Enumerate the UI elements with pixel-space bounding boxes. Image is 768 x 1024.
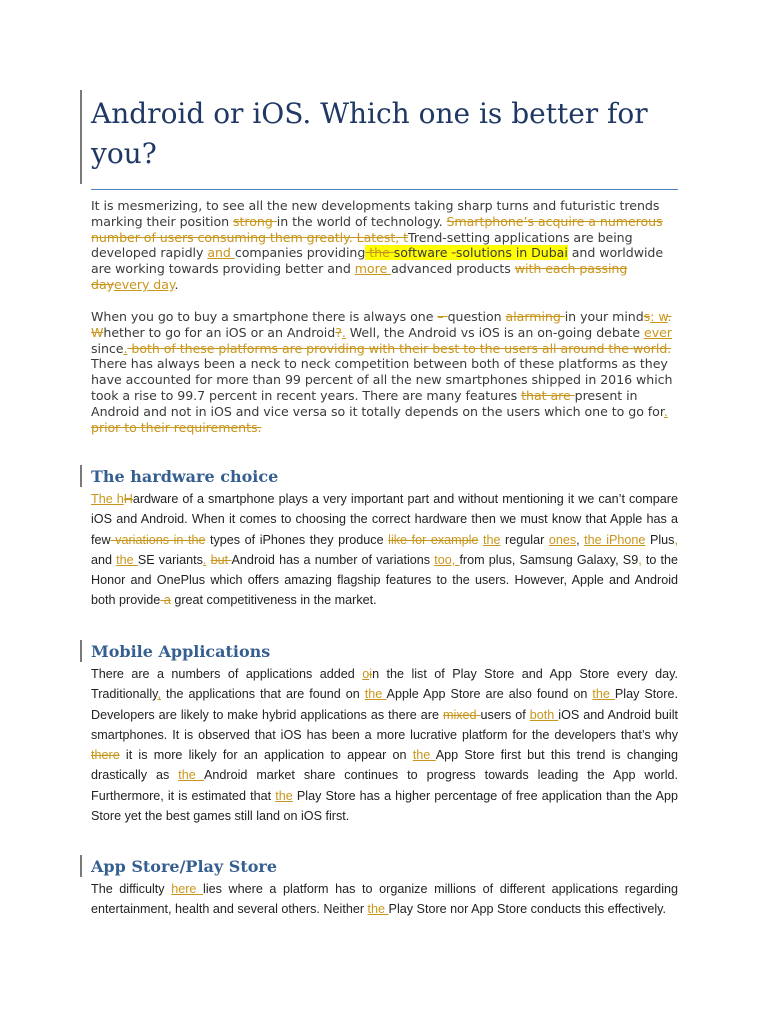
text-run: rend-setting applications are being developed rapidly (91, 229, 633, 261)
section-heading-app-store: App Store/Play Store (91, 857, 277, 876)
inserted-text: too, (434, 552, 460, 567)
deleted-text: ? (335, 324, 342, 340)
text-run: companies providing (234, 245, 366, 261)
deleted-text: . W (91, 309, 672, 340)
text-run: advanced products (391, 261, 515, 277)
title-underline-rule (91, 189, 678, 190)
deleted-text: prior to their requirements. (91, 419, 262, 435)
text-run: from plus, Samsung Galaxy, S9 (459, 552, 639, 567)
text-run: in your mind (564, 309, 644, 324)
inserted-text: . (663, 403, 668, 419)
deleted-text: Smartphone’s acquire a numerous number of users consuming them greatly. Latest, t (91, 213, 663, 245)
section-margin-bar (80, 465, 82, 487)
text-run: since (91, 340, 124, 356)
deleted-text: alarming (505, 309, 565, 324)
text-run: ardware of a smartphone plays a very important part and without mentioning it we can’t compare iOS and Android. When it comes to choosing the correct hardware then we must know that Apple has a few (91, 492, 678, 547)
deleted-text: both of these platforms are providing with their best to the users all around the world. (127, 340, 672, 356)
text-run: present in Android and not in iOS and vice versa so it totally depends on the users which one to go for (91, 387, 664, 419)
inserted-text: . (341, 324, 346, 340)
inserted-text: more (354, 261, 392, 277)
text-run: It is mesmerizing, to see all the new developments taking sharp turns and futuristic trends marking their position (91, 198, 660, 229)
text-run: and (91, 552, 117, 567)
text-run: it is more likely for an application to appear on (119, 748, 413, 763)
inserted-text: The h (91, 492, 124, 506)
inserted-text: , (674, 532, 678, 547)
deleted-text: variations in the (110, 532, 206, 547)
text-run: Plus (645, 532, 675, 547)
section-margin-bar (80, 855, 82, 877)
inserted-text: o (362, 667, 370, 681)
inserted-text: the (364, 687, 387, 702)
deleted-text: but (210, 552, 232, 567)
inserted-text: ever (644, 324, 672, 340)
section-heading-hardware: The hardware choice (91, 467, 279, 486)
section-heading-mobile-applications: Mobile Applications (91, 642, 271, 661)
inserted-text: both (529, 707, 559, 722)
text-run: . (174, 276, 179, 292)
inserted-text: and (207, 245, 235, 261)
inserted-text: the (178, 768, 205, 783)
inserted-text: , (157, 687, 161, 702)
inserted-text: the (412, 748, 436, 763)
deleted-text: mixed (442, 707, 481, 722)
text-run: users of (480, 707, 530, 722)
intro-paragraph (91, 198, 681, 293)
document-title: Android or iOS. Which one is better for you? (91, 97, 648, 170)
inserted-text: the (116, 552, 138, 567)
inserted-text: the (592, 687, 615, 702)
inserted-text: . (123, 340, 128, 356)
deleted-text: H (123, 492, 133, 506)
section-margin-bar (80, 640, 82, 662)
text-run: the applications that are found on (161, 687, 365, 702)
deleted-text: – (437, 309, 448, 324)
text-run: SE variants (137, 552, 203, 567)
text-run: When you go to buy a smartphone there is always one (91, 309, 438, 324)
deleted-text: that are (521, 387, 575, 403)
text-run: Apple App Store are also found on (386, 687, 593, 702)
text-run: n the list of Play Store and App Store every day. Traditionally (91, 667, 678, 702)
inserted-text: , (638, 552, 642, 567)
text-run: App Store first but this trend is changing drastically as (91, 748, 679, 783)
deleted-text: strong (233, 213, 277, 229)
text-run: hether to go for an iOS or an Android (103, 324, 336, 340)
text-run: and worldwide are working towards providing better and (91, 245, 664, 277)
text-run: iOS and Android built smartphones. It is observed that iOS has been a more lucrative platform for the developers that’s why (91, 707, 679, 742)
title-margin-bar (80, 90, 82, 184)
deleted-text: like for example (388, 532, 479, 547)
text-run: T (408, 229, 414, 245)
highlighted-deleted-text: the (365, 245, 394, 261)
text-run: question (447, 309, 506, 324)
text-run: Play Store. Developers are likely to make hybrid applications as there are (91, 687, 678, 722)
text-run: , (576, 532, 585, 547)
inserted-text: here (171, 882, 204, 896)
inserted-text: the (275, 788, 293, 803)
deleted-text: with each passing day (91, 261, 628, 292)
text-run: There are a numbers of applications added (91, 667, 363, 681)
deleted-text: s (643, 309, 651, 324)
inserted-text: the iPhone (584, 532, 646, 547)
text-run: Play Store has a higher percentage of free application than the App Store yet the best games still land on iOS first. (91, 788, 678, 824)
text-run: in the world of technology. (276, 213, 447, 229)
text-run: Well, the Android vs iOS is an on-going debate (345, 324, 644, 340)
section-paragraph-mobile-applications (91, 664, 678, 826)
text-run: regular (500, 532, 549, 547)
section-paragraph-app-store (91, 879, 678, 920)
inserted-text: ones (548, 532, 577, 547)
inserted-text: every day (114, 276, 175, 292)
text-run: Android has a number of variations (231, 552, 435, 567)
highlighted-text: software (393, 245, 452, 261)
text-run: There has always been a neck to neck competition between both of these platforms as they have accounted for more than 99 percent of all the new smartphones shipped in 2016 which took a rise to 99.7 percent in recent years. There are many features (91, 356, 673, 403)
deleted-text: a (160, 593, 171, 608)
inserted-text: . (202, 552, 207, 567)
text-run: great competitiveness in the market. (170, 593, 377, 608)
text-run: The difficulty (91, 882, 172, 896)
highlighted-text: solutions in Dubai (455, 245, 568, 261)
section-paragraph-hardware (91, 489, 678, 611)
text-run: lies where a platform has to organize millions of different applications regarding entertainment, health and several others. Neither (91, 882, 678, 917)
text-run: to the Honor and OnePlus which offers amazing flagship features to the users. However, Apple and Android both provide (91, 552, 679, 608)
text-run: types of iPhones they produce (205, 532, 389, 547)
deleted-text: there (91, 748, 120, 763)
deleted-text: i (369, 667, 373, 681)
text-run: Android market share continues to progress towards leading the App world. Furthermore, it is estimated that (91, 768, 679, 803)
inserted-text: : w (650, 309, 668, 324)
inserted-text: the (483, 532, 501, 547)
second-paragraph (91, 309, 681, 435)
inserted-text: the (367, 902, 389, 917)
text-run: Play Store nor App Store conducts this effectively. (388, 902, 666, 917)
highlighted-deleted-text: - (451, 245, 456, 261)
